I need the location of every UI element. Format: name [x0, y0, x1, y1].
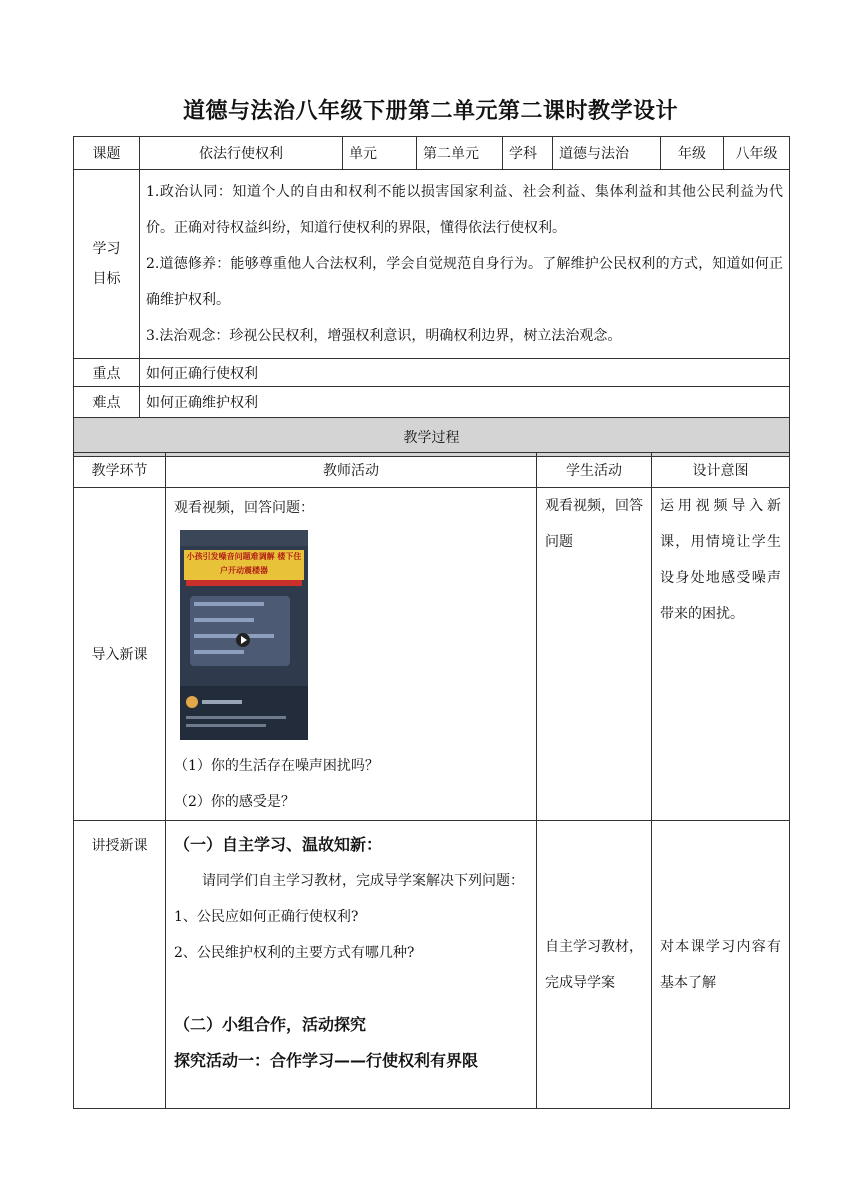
goals-label-line1: 学习: [92, 241, 121, 257]
key-point-value: 如何正确行使权利: [140, 359, 790, 387]
lecture-teacher-activity: [166, 821, 537, 1109]
play-icon[interactable]: [236, 633, 250, 647]
video-caption: 小孩引发噪音问题难调解 楼下住户开动震楼器: [184, 550, 304, 580]
intro-row: [74, 488, 790, 821]
key-point-label: 重点: [74, 359, 140, 387]
video-thumbnail[interactable]: [180, 530, 308, 740]
intro-design-intent: 运用视频导入新课，用情境让学生设身处地感受噪声带来的困扰。: [652, 488, 790, 821]
key-point-row: [74, 359, 790, 387]
lecture-question-2: 2、公民维护权利的主要方式有哪几种?: [174, 945, 415, 961]
goals-content: [140, 170, 790, 359]
goal-item: 3.法治观念：珍视公民权利，增强权利意识，明确权利边界，树立法治观念。: [146, 328, 622, 344]
info-row: [74, 137, 790, 170]
subject-value: 道德与法治: [553, 137, 661, 170]
lecture-heading-3: 探究活动一：合作学习——行使权利有界限: [174, 1051, 479, 1070]
header-stage: 教学环节: [74, 453, 166, 488]
lecture-heading-2: （二）小组合作，活动探究: [174, 1015, 367, 1034]
document-title: 道德与法治八年级下册第二单元第二课时教学设计: [182, 99, 678, 124]
process-column-headers: [74, 453, 790, 488]
lecture-design-intent: 对本课学习内容有基本了解: [652, 821, 790, 1109]
header-student: 学生活动: [537, 453, 652, 488]
intro-question-1: （1）你的生活存在噪声困扰吗？: [174, 758, 379, 774]
difficulty-label: 难点: [74, 387, 140, 418]
intro-prompt: 观看视频，回答问题：: [174, 500, 314, 516]
intro-student-activity: 观看视频，回答问题: [537, 488, 652, 821]
intro-stage: 导入新课: [74, 488, 166, 821]
lecture-student-activity: 自主学习教材，完成导学案: [537, 821, 652, 1109]
lecture-paragraph: 请同学们自主学习教材，完成导学案解决下列问题：: [202, 873, 524, 889]
intro-teacher-activity: [166, 488, 537, 821]
difficulty-row: [74, 387, 790, 418]
lecture-question-1: 1、公民应如何正确行使权利?: [174, 909, 359, 925]
goals-row: [74, 170, 790, 359]
goals-label: [74, 170, 140, 359]
goals-label-line2: 目标: [92, 271, 121, 287]
goal-item: 1.政治认同：知道个人的自由和权利不能以损害国家利益、社会利益、集体利益和其他公民利益为代价。正确对待权益纠纷，知道行使权利的界限，懂得依法行使权利。: [146, 184, 783, 236]
lecture-stage: 讲授新课: [74, 821, 166, 1109]
process-header-row: [74, 418, 790, 457]
topic-label: 课题: [74, 137, 140, 170]
header-intent: 设计意图: [652, 453, 790, 488]
difficulty-value: 如何正确维护权利: [140, 387, 790, 418]
avatar: [186, 696, 198, 708]
lecture-row: [74, 821, 790, 1109]
unit-value: 第二单元: [417, 137, 503, 170]
grade-value: 八年级: [724, 137, 790, 170]
topic-value: 依法行使权利: [140, 137, 343, 170]
process-table: [73, 452, 790, 1109]
intro-question-2: （2）你的感受是？: [174, 794, 295, 810]
lecture-heading-1: （一）自主学习、温故知新：: [174, 835, 383, 854]
lesson-info-table: [73, 136, 790, 457]
unit-label: 单元: [343, 137, 417, 170]
goal-item: 2.道德修养：能够尊重他人合法权利，学会自觉规范自身行为。了解维护公民权利的方式，知道如何正确维护权利。: [146, 256, 783, 308]
header-teacher: 教师活动: [166, 453, 537, 488]
process-section-title: 教学过程: [74, 418, 790, 457]
subject-label: 学科: [503, 137, 553, 170]
grade-label: 年级: [661, 137, 724, 170]
